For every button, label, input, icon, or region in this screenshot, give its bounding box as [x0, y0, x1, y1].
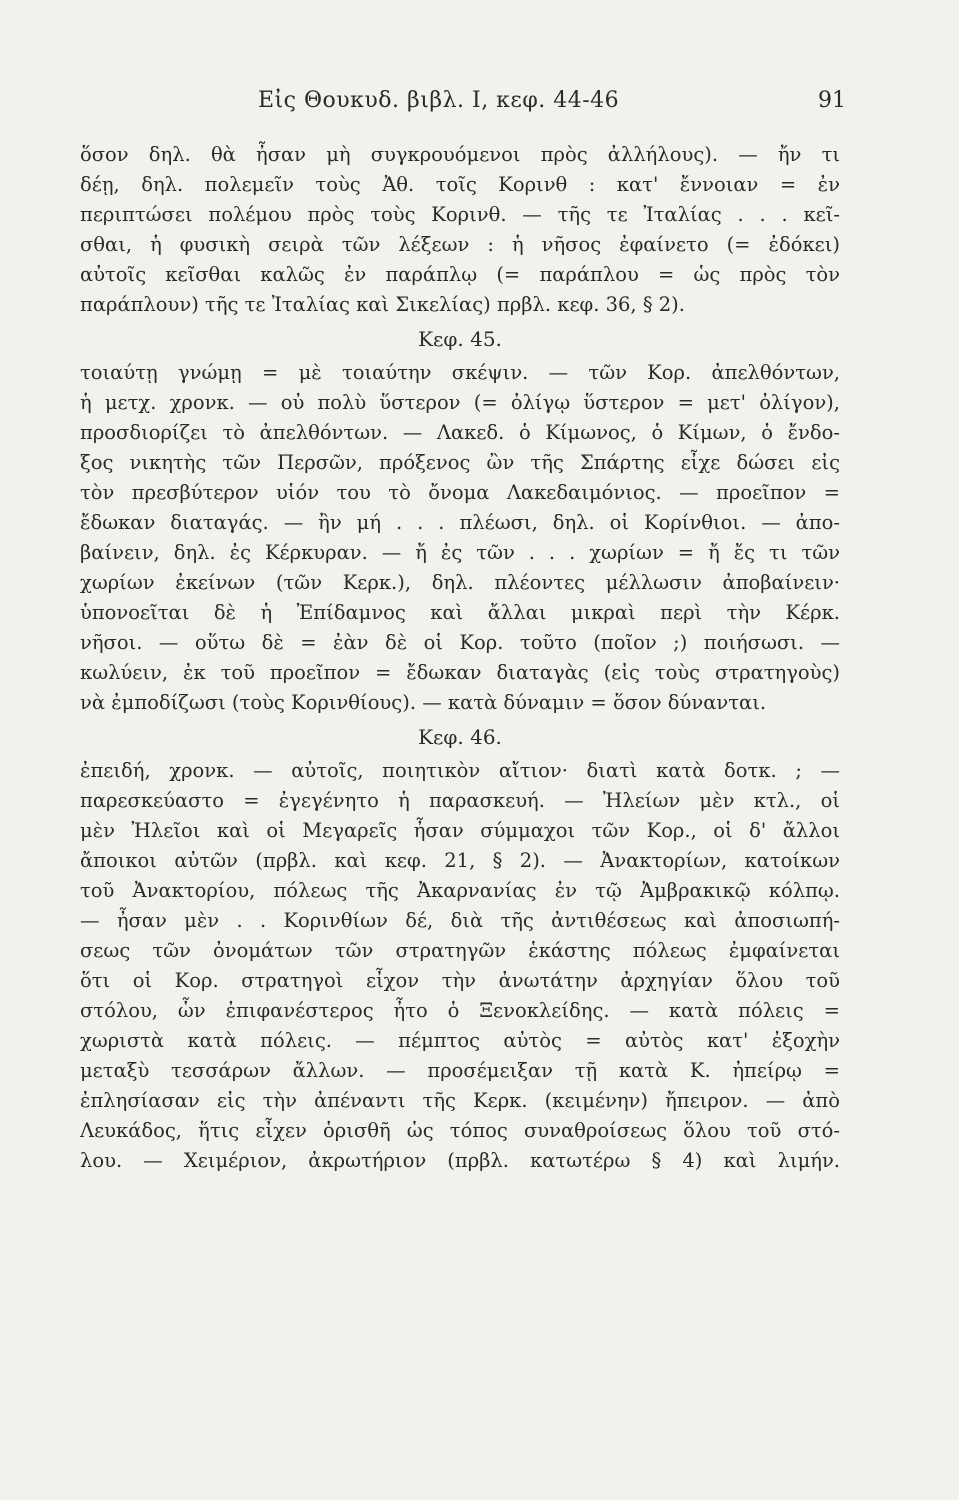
page-header — [80, 88, 846, 122]
text-line: ὅσον δηλ. θὰ ἦσαν μὴ συγκρουόμενοι πρὸς ἀλλήλους). — ἤν τι — [80, 143, 840, 166]
running-title: Εἰς Θουκυδ. βιβλ. Ι, κεφ. 44-46 — [258, 88, 620, 113]
text-line: χωρίων ἐκείνων (τῶν Κερκ.), δηλ. πλέοντες μέλλωσιν ἀποβαίνειν· — [80, 571, 840, 594]
text-line: ξος νικητὴς τῶν Περσῶν, πρόξενος ὢν τῆς Σπάρτης εἶχε δώσει εἰς — [80, 451, 840, 474]
text-line: νὰ ἐμποδίζωσι (τοὺς Κορινθίους). — κατὰ δύναμιν = ὅσον δύνανται. — [80, 691, 767, 714]
text-line: σεως τῶν ὀνομάτων τῶν στρατηγῶν ἑκάστης πόλεως ἐμφαίνεται — [80, 939, 840, 962]
text-line: ἡ μετχ. χρονκ. — οὐ πολὺ ὕστερον (= ὀλίγῳ ὕστερον = μετ' ὀλίγον), — [80, 391, 840, 414]
chapter-heading: Κεφ. 45. — [418, 327, 502, 351]
text-line: ὑπονοεῖται δὲ ἡ Ἐπίδαμνος καὶ ἄλλαι μικραὶ περὶ τὴν Κέρκ. — [80, 601, 840, 624]
text-line: αὐτοῖς κεῖσθαι καλῶς ἐν παράπλῳ (= παράπλου = ὡς πρὸς τὸν — [80, 263, 840, 286]
text-line: Λευκάδος, ἥτις εἶχεν ὁρισθῆ ὡς τόπος συναθροίσεως ὅλου τοῦ στό- — [80, 1119, 840, 1142]
text-line: περιπτώσει πολέμου πρὸς τοὺς Κορινθ. — τῆς τε Ἰταλίας . . . κεῖ- — [80, 203, 840, 226]
text-line: προσδιορίζει τὸ ἀπελθόντων. — Λακεδ. ὁ Κίμωνος, ὁ Κίμων, ὁ ἔνδο- — [80, 421, 840, 444]
text-line: παρεσκεύαστο = ἐγεγένητο ἡ παρασκευή. — Ἠλείων μὲν κτλ., οἱ — [80, 789, 840, 812]
text-line: μὲν Ἠλεῖοι καὶ οἱ Μεγαρεῖς ἦσαν σύμμαχοι τῶν Κορ., οἱ δ' ἄλλοι — [80, 819, 840, 842]
text-line: παράπλουν) τῆς τε Ἰταλίας καὶ Σικελίας) πρβλ. κεφ. 36, § 2). — [80, 293, 685, 316]
text-line: ἐπειδή, χρονκ. — αὐτοῖς, ποιητικὸν αἴτιον· διατὶ κατὰ δοτκ. ; — — [80, 759, 840, 782]
text-line: τὸν πρεσβύτερον υἱόν του τὸ ὄνομα Λακεδαιμόνιος. — προεῖπον = — [80, 481, 840, 504]
text-line: μεταξὺ τεσσάρων ἄλλων. — προσέμειξαν τῇ κατὰ Κ. ἠπείρῳ = — [80, 1059, 840, 1082]
text-line: κωλύειν, ἐκ τοῦ προεῖπον = ἔδωκαν διαταγὰς (εἰς τοὺς στρατηγοὺς) — [80, 661, 840, 684]
text-line: — ἦσαν μὲν . . Κορινθίων δέ, διὰ τῆς ἀντιθέσεως καὶ ἀποσιωπή- — [80, 909, 840, 932]
text-line: τοιαύτῃ γνώμῃ = μὲ τοιαύτην σκέψιν. — τῶν Κορ. ἀπελθόντων, — [80, 361, 840, 384]
page-number: 91 — [818, 88, 846, 113]
text-line: ἐπλησίασαν εἰς τὴν ἀπέναντι τῆς Κερκ. (κειμένην) ἤπειρον. — ἀπὸ — [80, 1089, 840, 1112]
text-line: δέῃ, δηλ. πολεμεῖν τοὺς Ἀθ. τοῖς Κορινθ : κατ' ἔννοιαν = ἐν — [80, 173, 840, 196]
text-line: λου. — Χειμέριον, ἀκρωτήριον (πρβλ. κατωτέρω § 4) καὶ λιμήν. — [80, 1149, 840, 1172]
chapter-heading: Κεφ. 46. — [418, 725, 502, 749]
text-line: βαίνειν, δηλ. ἐς Κέρκυραν. — ἤ ἐς τῶν . . . χωρίων = ἤ ἔς τι τῶν — [80, 541, 840, 564]
commentary-text — [80, 140, 840, 1176]
text-line: ὅτι οἱ Κορ. στρατηγοὶ εἶχον τὴν ἀνωτάτην ἀρχηγίαν ὅλου τοῦ — [80, 969, 840, 992]
text-line: στόλου, ὧν ἐπιφανέστερος ἦτο ὁ Ξενοκλείδης. — κατὰ πόλεις = — [80, 999, 840, 1022]
text-line: σθαι, ἡ φυσικὴ σειρὰ τῶν λέξεων : ἡ νῆσος ἐφαίνετο (= ἐδόκει) — [80, 233, 840, 256]
text-line: τοῦ Ἀνακτορίου, πόλεως τῆς Ἀκαρνανίας ἐν τῷ Ἀμβρακικῷ κόλπῳ. — [80, 879, 840, 902]
text-line: χωριστὰ κατὰ πόλεις. — πέμπτος αὐτὸς = αὐτὸς κατ' ἐξοχὴν — [80, 1029, 840, 1052]
text-line: ἄποικοι αὐτῶν (πρβλ. καὶ κεφ. 21, § 2). — Ἀνακτορίων, κατοίκων — [80, 849, 840, 872]
text-line: νῆσοι. — οὕτω δὲ = ἐὰν δὲ οἱ Κορ. τοῦτο (ποῖον ;) ποιήσωσι. — — [80, 631, 840, 654]
text-line: ἔδωκαν διαταγάς. — ἢν μή . . . πλέωσι, δηλ. οἱ Κορίνθιοι. — ἀπο- — [80, 511, 840, 534]
